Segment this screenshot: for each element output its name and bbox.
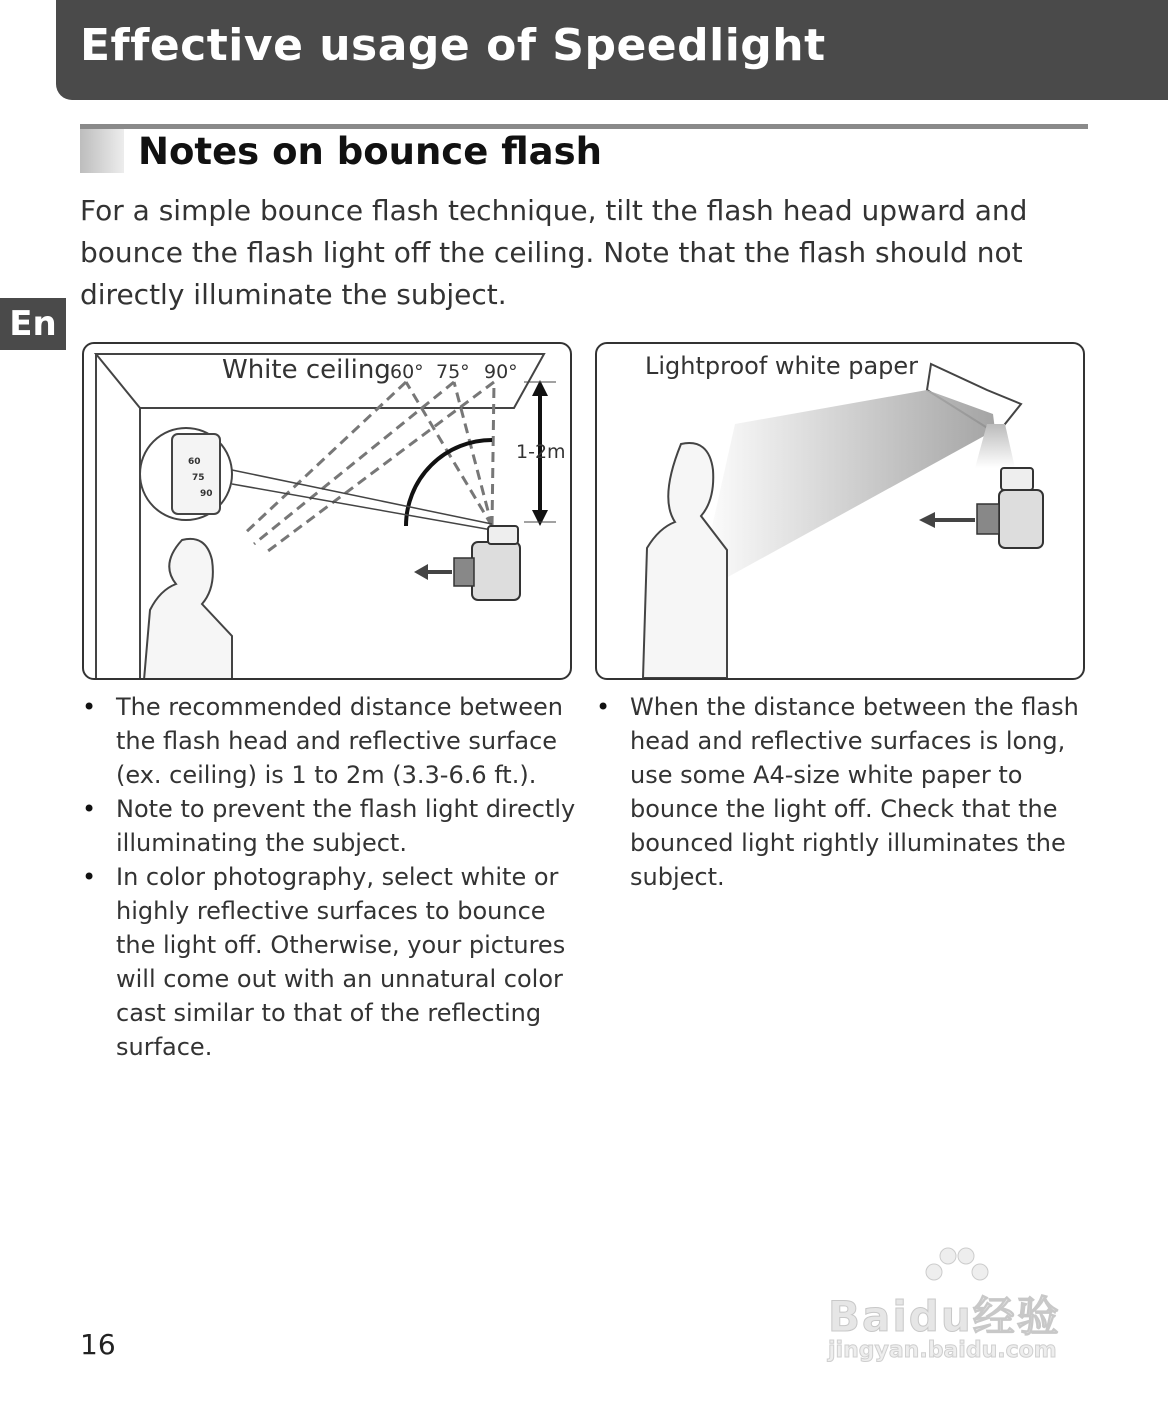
list-item: • Note to prevent the flash light directly illuminating the subject. — [80, 792, 580, 860]
language-tab: En — [0, 298, 66, 350]
paper-label: Lightproof white paper — [645, 352, 919, 380]
bounce-ceiling-illustration — [82, 342, 572, 680]
paper-diagram — [597, 344, 1083, 678]
watermark-brand: Baidu经验 — [828, 1292, 1061, 1341]
angle-label-75: 75° — [436, 361, 470, 383]
intro-paragraph: For a simple bounce flash technique, tilt the flash head upward and bounce the flash light off the ceiling. Note that the flash should not directly illuminate the subject. — [80, 194, 1028, 311]
bounce-paper-illustration — [595, 342, 1085, 680]
angle-label-60: 60° — [390, 361, 424, 383]
section-rule — [80, 124, 1088, 129]
ceiling-diagram — [84, 344, 570, 678]
page-title: Effective usage of Speedlight — [80, 20, 826, 71]
list-item: • The recommended distance between the flash head and reflective surface (ex. ceiling) is 1 to 2m (3.3-6.6 ft.). — [80, 690, 580, 792]
section-marker — [80, 129, 124, 173]
ceiling-label: White ceiling — [222, 355, 391, 385]
inset-mark-60: 60 — [188, 457, 201, 467]
inset-mark-75: 75 — [192, 473, 205, 483]
page-header — [56, 0, 1168, 100]
section-title: Notes on bounce flash — [138, 130, 602, 173]
list-item: • When the distance between the flash head and reflective surfaces is long, use some A4-size white paper to bounce the light off. Check that the bounced light rightly illuminates the subject. — [594, 690, 1084, 894]
page-number: 16 — [80, 1328, 116, 1361]
baidu-watermark — [828, 1250, 1098, 1380]
inset-mark-90: 90 — [200, 489, 213, 499]
distance-label: 1-2m — [516, 441, 566, 463]
angle-label-90: 90° — [484, 361, 518, 383]
notes-left-list — [80, 690, 580, 1064]
list-item: • In color photography, select white or highly reflective surfaces to bounce the light off. Otherwise, your pictures will come out with an unnatural color cast similar to that of the reflecting surface. — [80, 860, 580, 1064]
watermark-url: jingyan.baidu.com — [828, 1338, 1057, 1363]
notes-right-list — [594, 690, 1084, 894]
